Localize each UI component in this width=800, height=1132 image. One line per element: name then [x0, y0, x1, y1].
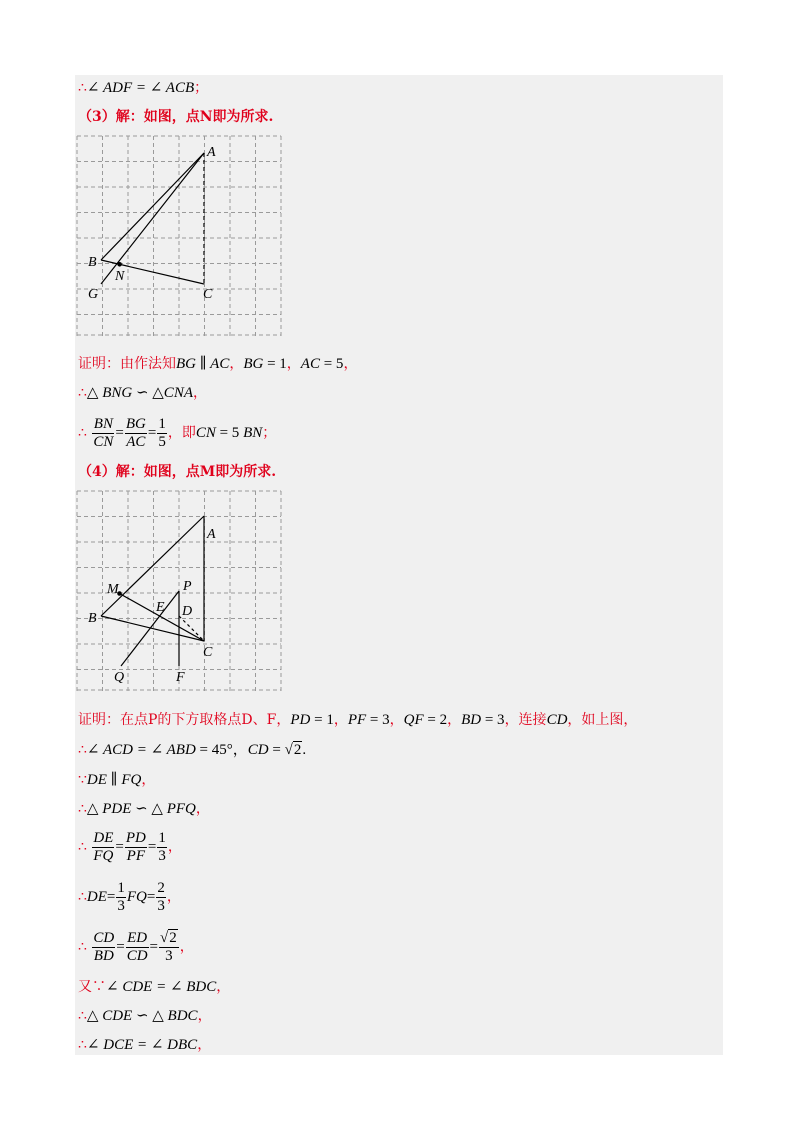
numerator: CD [93, 929, 115, 946]
math-expression: CD [546, 712, 568, 728]
label-m: M [107, 582, 119, 597]
punctuation: ， [447, 712, 462, 728]
proof-line-similar-cde-bdc [78, 1006, 212, 1026]
punctuation: ， [167, 839, 182, 855]
label-b: B [88, 611, 97, 626]
numerator: 1 [117, 879, 125, 896]
proof-line-angle-dce-dbc [78, 1035, 211, 1055]
numerator: BG [125, 415, 146, 432]
numerator: 1 [158, 829, 166, 846]
denominator: 3 [157, 897, 165, 914]
punctuation: ， [229, 356, 244, 372]
fraction-ed-cd [126, 930, 149, 965]
math-expression: ∠ DCE = ∠ DBC [86, 1037, 198, 1053]
part-4-heading: （4）解：如图，点M即为所求. [78, 464, 277, 480]
punctuation: . [302, 742, 307, 758]
math-expression: △ BNG ∽ △CNA [86, 385, 193, 401]
proof-line-adf-acb [78, 78, 208, 98]
fraction-de-fq [92, 830, 114, 865]
denominator: 3 [117, 897, 125, 914]
figure-2-grid-diagram [76, 490, 282, 692]
therefore-symbol: ∴ [78, 80, 87, 96]
also-because-symbol: 又∵ [78, 979, 106, 995]
punctuation: ， [389, 712, 404, 728]
segment-ag [101, 153, 204, 284]
punctuation: ， [166, 889, 181, 905]
label-d: D [182, 604, 193, 619]
math-expression: △ PDE ∽ △ PFQ [86, 801, 196, 817]
segment-bc [101, 616, 204, 641]
proof-lead-text: 证明：在点P的下方取格点D、F， [78, 712, 291, 728]
proof-line-similar-pde-pfq [78, 799, 210, 819]
punctuation: ， [286, 356, 301, 372]
therefore-symbol: ∴ [78, 1037, 87, 1053]
denominator: CD [126, 947, 148, 964]
math-value: = 3 [481, 712, 505, 728]
math-expression: BG [243, 356, 264, 372]
proof-line-angle-45: ∴∠ ACD = ∠ ABD = 45°，CD = √2. [78, 742, 307, 758]
denominator: FQ [93, 847, 114, 864]
proof-line-angle-cde-bdc [78, 977, 230, 997]
proof-line-bg-parallel-ac [78, 354, 357, 374]
segment-ab [101, 153, 204, 260]
because-symbol: ∵ [78, 772, 87, 788]
proof-line-de-value: ∴DE= $\frac{1}{3}$ FQ= $\frac{2}{3}$ ， [78, 879, 181, 914]
math-expression: CN [195, 425, 216, 441]
grid-lines [77, 136, 281, 336]
proof-line-ratio-de-fq: ∴ $\frac{DE}{FQ}$ = $\frac{PD}{PF}$ = $\frac{1}{3}$ ， [78, 829, 182, 864]
math-value: = 45°， [195, 742, 248, 758]
math-value: = 5 [215, 425, 244, 441]
therefore-symbol: ∴ [78, 1008, 87, 1024]
math-expression: ∠ ACD = ∠ ABD [86, 742, 196, 758]
numerator: PD [125, 829, 146, 846]
numerator: 2 [157, 879, 165, 896]
segment-pq [121, 591, 179, 666]
proof-line-similar-bng-cna [78, 383, 207, 403]
label-g: G [88, 287, 99, 302]
punctuation: ， [141, 772, 156, 788]
sqrt-radicand: 2 [293, 742, 302, 758]
fraction-2-3 [156, 880, 166, 915]
math-expression: DE ∥ FQ [86, 772, 142, 788]
label-a: A [207, 145, 216, 160]
denominator: AC [126, 433, 146, 450]
math-expression: BD [461, 712, 482, 728]
math-value: = 5 [319, 356, 344, 372]
denominator: 5 [158, 433, 166, 450]
math-expression: QF [403, 712, 424, 728]
label-f: F [176, 670, 185, 685]
denominator: CN [93, 433, 114, 450]
label-p: P [183, 579, 192, 594]
numerator: √2 [160, 930, 177, 946]
math-value: = 1 [310, 712, 334, 728]
fraction-cd-bd [92, 930, 115, 965]
fraction-pd-pf [125, 830, 147, 865]
punctuation: ， [197, 1037, 212, 1053]
math-expression: ∠ CDE = ∠ BDC [106, 979, 217, 995]
punctuation: ； [262, 425, 277, 441]
segment-ab [101, 516, 204, 616]
figure-1-grid-diagram [76, 135, 282, 337]
label-c: C [203, 645, 213, 660]
proof-lead-text: 证明：由作法知 [78, 356, 176, 372]
math-expression: △ CDE ∽ △ BDC [86, 1008, 198, 1024]
fraction-bn-cn [92, 416, 114, 451]
math-value: = 1 [263, 356, 287, 372]
numerator: BN [93, 415, 113, 432]
math-expression: BN [243, 425, 263, 441]
punctuation: ， [197, 1008, 212, 1024]
therefore-symbol: ∴ [78, 742, 87, 758]
punctuation: ， [192, 385, 207, 401]
label-a: A [207, 527, 216, 542]
therefore-symbol: ∴ [78, 385, 87, 401]
denominator: BD [93, 947, 114, 964]
math-value: = 2 [423, 712, 448, 728]
fraction-1-5 [157, 416, 167, 451]
numerator: 1 [158, 415, 166, 432]
punctuation: ， [216, 979, 231, 995]
fraction-sqrt2-3 [159, 929, 179, 965]
math-value: = [268, 742, 285, 758]
fraction-1-3 [116, 880, 126, 915]
therefore-symbol: ∴ [78, 801, 87, 817]
punctuation: ， [333, 712, 348, 728]
part-3-heading: （3）解：如图，点N即为所求. [78, 109, 274, 125]
point-n [117, 262, 122, 267]
fraction-bg-ac [125, 416, 147, 451]
numerator: DE [93, 829, 114, 846]
numerator: ED [127, 929, 148, 946]
therefore-symbol: ∴ [78, 425, 87, 441]
punctuation: ， [179, 939, 194, 955]
sqrt-radicand: 2 [169, 930, 177, 946]
proof-connector-text: ，连接 [504, 712, 547, 728]
proof-line-construct-d-f [78, 710, 637, 730]
math-expression: PD [290, 712, 311, 728]
math-expression: DE [86, 889, 107, 905]
punctuation: ， [195, 801, 210, 817]
therefore-symbol: ∴ [78, 839, 87, 855]
proof-line-de-parallel-fq [78, 770, 155, 790]
therefore-symbol: ∴ [78, 939, 87, 955]
math-expression: AC [300, 356, 320, 372]
denominator: 3 [158, 847, 166, 864]
label-e: E [156, 600, 165, 615]
proof-connector-text: ，即 [167, 425, 196, 441]
fraction-1-3 [157, 830, 167, 865]
punctuation: ， [343, 356, 358, 372]
denominator: PF [126, 847, 145, 864]
math-expression: CD [247, 742, 269, 758]
proof-line-ratio-cd-bd: ∴ $\frac{CD}{BD}$ = $\frac{ED}{CD}$ = $\frac{√2}{3}$ ， [78, 929, 194, 964]
label-q: Q [114, 670, 125, 685]
therefore-symbol: ∴ [78, 889, 87, 905]
math-expression: PF [347, 712, 367, 728]
denominator: 3 [165, 948, 173, 964]
proof-connector-text: ，如上图， [567, 712, 638, 728]
math-value: = 3 [366, 712, 390, 728]
proof-line-ratio-bn-cn: ∴ $\frac{BN}{CN}$ = $\frac{BG}{AC}$ = $\frac{1}{5}$ ，即CN = 5 BN； [78, 415, 277, 450]
math-expression: FQ [126, 889, 147, 905]
label-b: B [88, 255, 97, 270]
label-n: N [115, 269, 125, 284]
math-expression: BG ∥ AC [176, 356, 230, 372]
math-expression: ∠ ADF = ∠ ACB [86, 80, 195, 96]
label-c: C [203, 287, 213, 302]
punctuation: ； [194, 80, 209, 96]
